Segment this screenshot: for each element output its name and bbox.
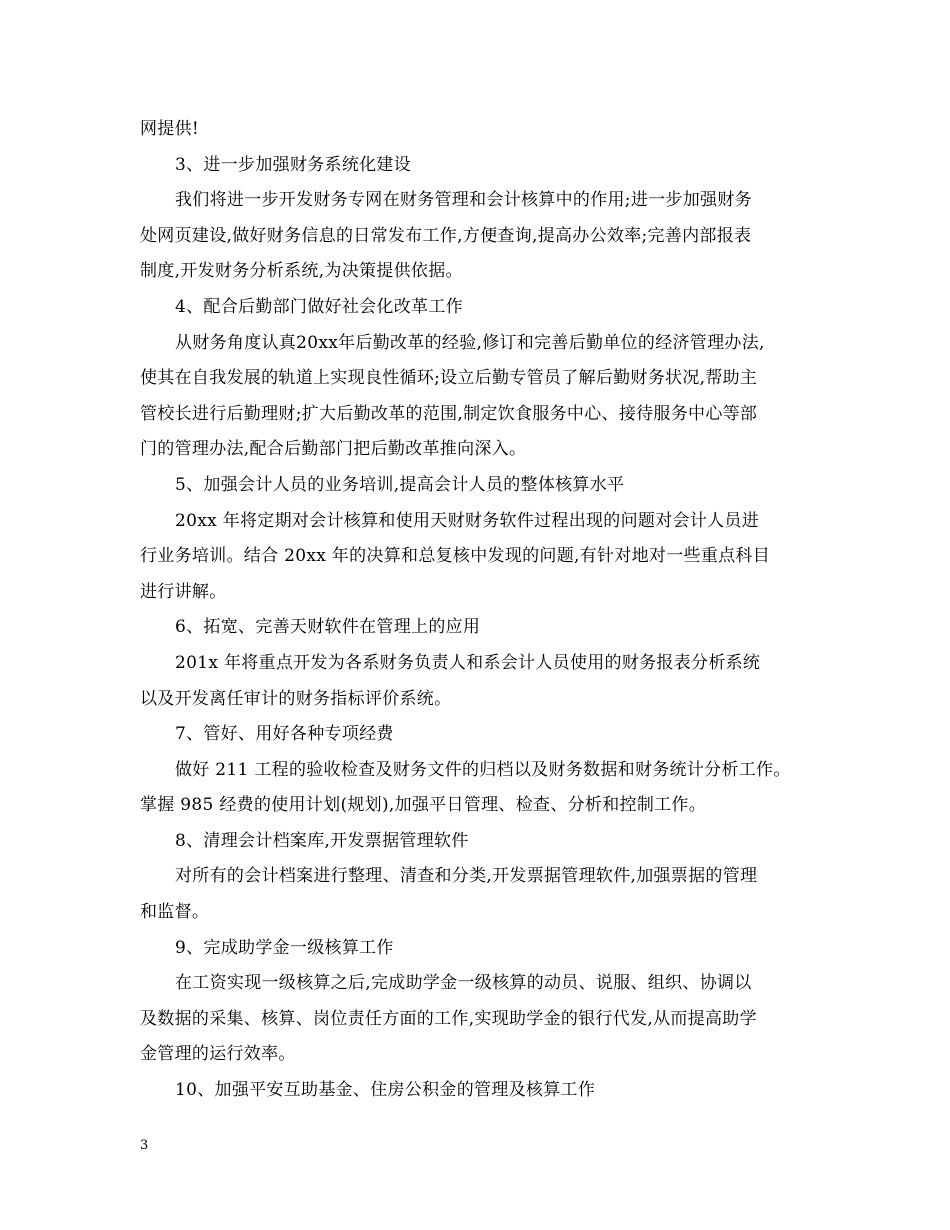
section-heading: 7、管好、用好各种专项经费	[175, 724, 394, 745]
text-line: 和监督。	[140, 902, 210, 923]
page-number: 3	[140, 1138, 149, 1153]
text-line: 管校长进行后勤理财;扩大后勤改革的范围,制定饮食服务中心、接待服务中心等部	[140, 403, 758, 424]
text-line: 20xx 年将定期对会计核算和使用天财财务软件过程出现的问题对会计人员进	[175, 510, 760, 531]
text-line: 做好 211 工程的验收检查及财务文件的归档以及财务数据和财务统计分析工作。	[175, 759, 791, 780]
text-line: 对所有的会计档案进行整理、清查和分类,开发票据管理软件,加强票据的管理	[175, 866, 758, 887]
section-heading: 9、完成助学金一级核算工作	[175, 937, 394, 958]
text-line: 行业务培训。结合 20xx 年的决算和总复核中发现的问题,有针对地对一些重点科目	[140, 546, 771, 567]
text-line: 我们将进一步开发财务专网在财务管理和会计核算中的作用;进一步加强财务	[175, 190, 752, 211]
text-line: 门的管理办法,配合后勤部门把后勤改革推向深入。	[140, 439, 527, 460]
document-body	[140, 112, 820, 1109]
text-line: 金管理的运行效率。	[140, 1044, 296, 1065]
text-line: 在工资实现一级核算之后,完成助学金一级核算的动员、说服、组织、协调以	[175, 973, 752, 994]
section-heading: 5、加强会计人员的业务培训,提高会计人员的整体核算水平	[175, 474, 625, 495]
text-line: 及数据的采集、核算、岗位责任方面的工作,实现助学金的银行代发,从而提高助学	[140, 1008, 757, 1029]
text-line: 从财务角度认真20xx年后勤改革的经验,修订和完善后勤单位的经济管理办法,	[175, 332, 765, 353]
text-line: 以及开发离任审计的财务指标评价系统。	[140, 688, 452, 709]
text-line: 掌握 985 经费的使用计划(规划),加强平日管理、检查、分析和控制工作。	[140, 795, 707, 816]
text-line: 进行讲解。	[140, 581, 227, 602]
section-heading: 8、清理会计档案库,开发票据管理软件	[175, 830, 469, 851]
section-heading: 10、加强平安互助基金、住房公积金的管理及核算工作	[175, 1080, 596, 1101]
text-line: 网提供!	[140, 119, 200, 139]
text-line: 处网页建设,做好财务信息的日常发布工作,方便查询,提高办公效率;完善内部报表	[140, 225, 752, 246]
text-line: 201x 年将重点开发为各系财务负责人和系会计人员使用的财务报表分析系统	[175, 652, 761, 673]
section-heading: 4、配合后勤部门做好社会化改革工作	[175, 296, 463, 317]
section-heading: 3、进一步加强财务系统化建设	[175, 154, 412, 175]
text-line: 使其在自我发展的轨道上实现良性循环;设立后勤专管员了解后勤财务状况,帮助主	[140, 368, 758, 389]
section-heading: 6、拓宽、完善天财软件在管理上的应用	[175, 617, 481, 638]
text-line: 制度,开发财务分析系统,为决策提供依据。	[140, 261, 463, 282]
